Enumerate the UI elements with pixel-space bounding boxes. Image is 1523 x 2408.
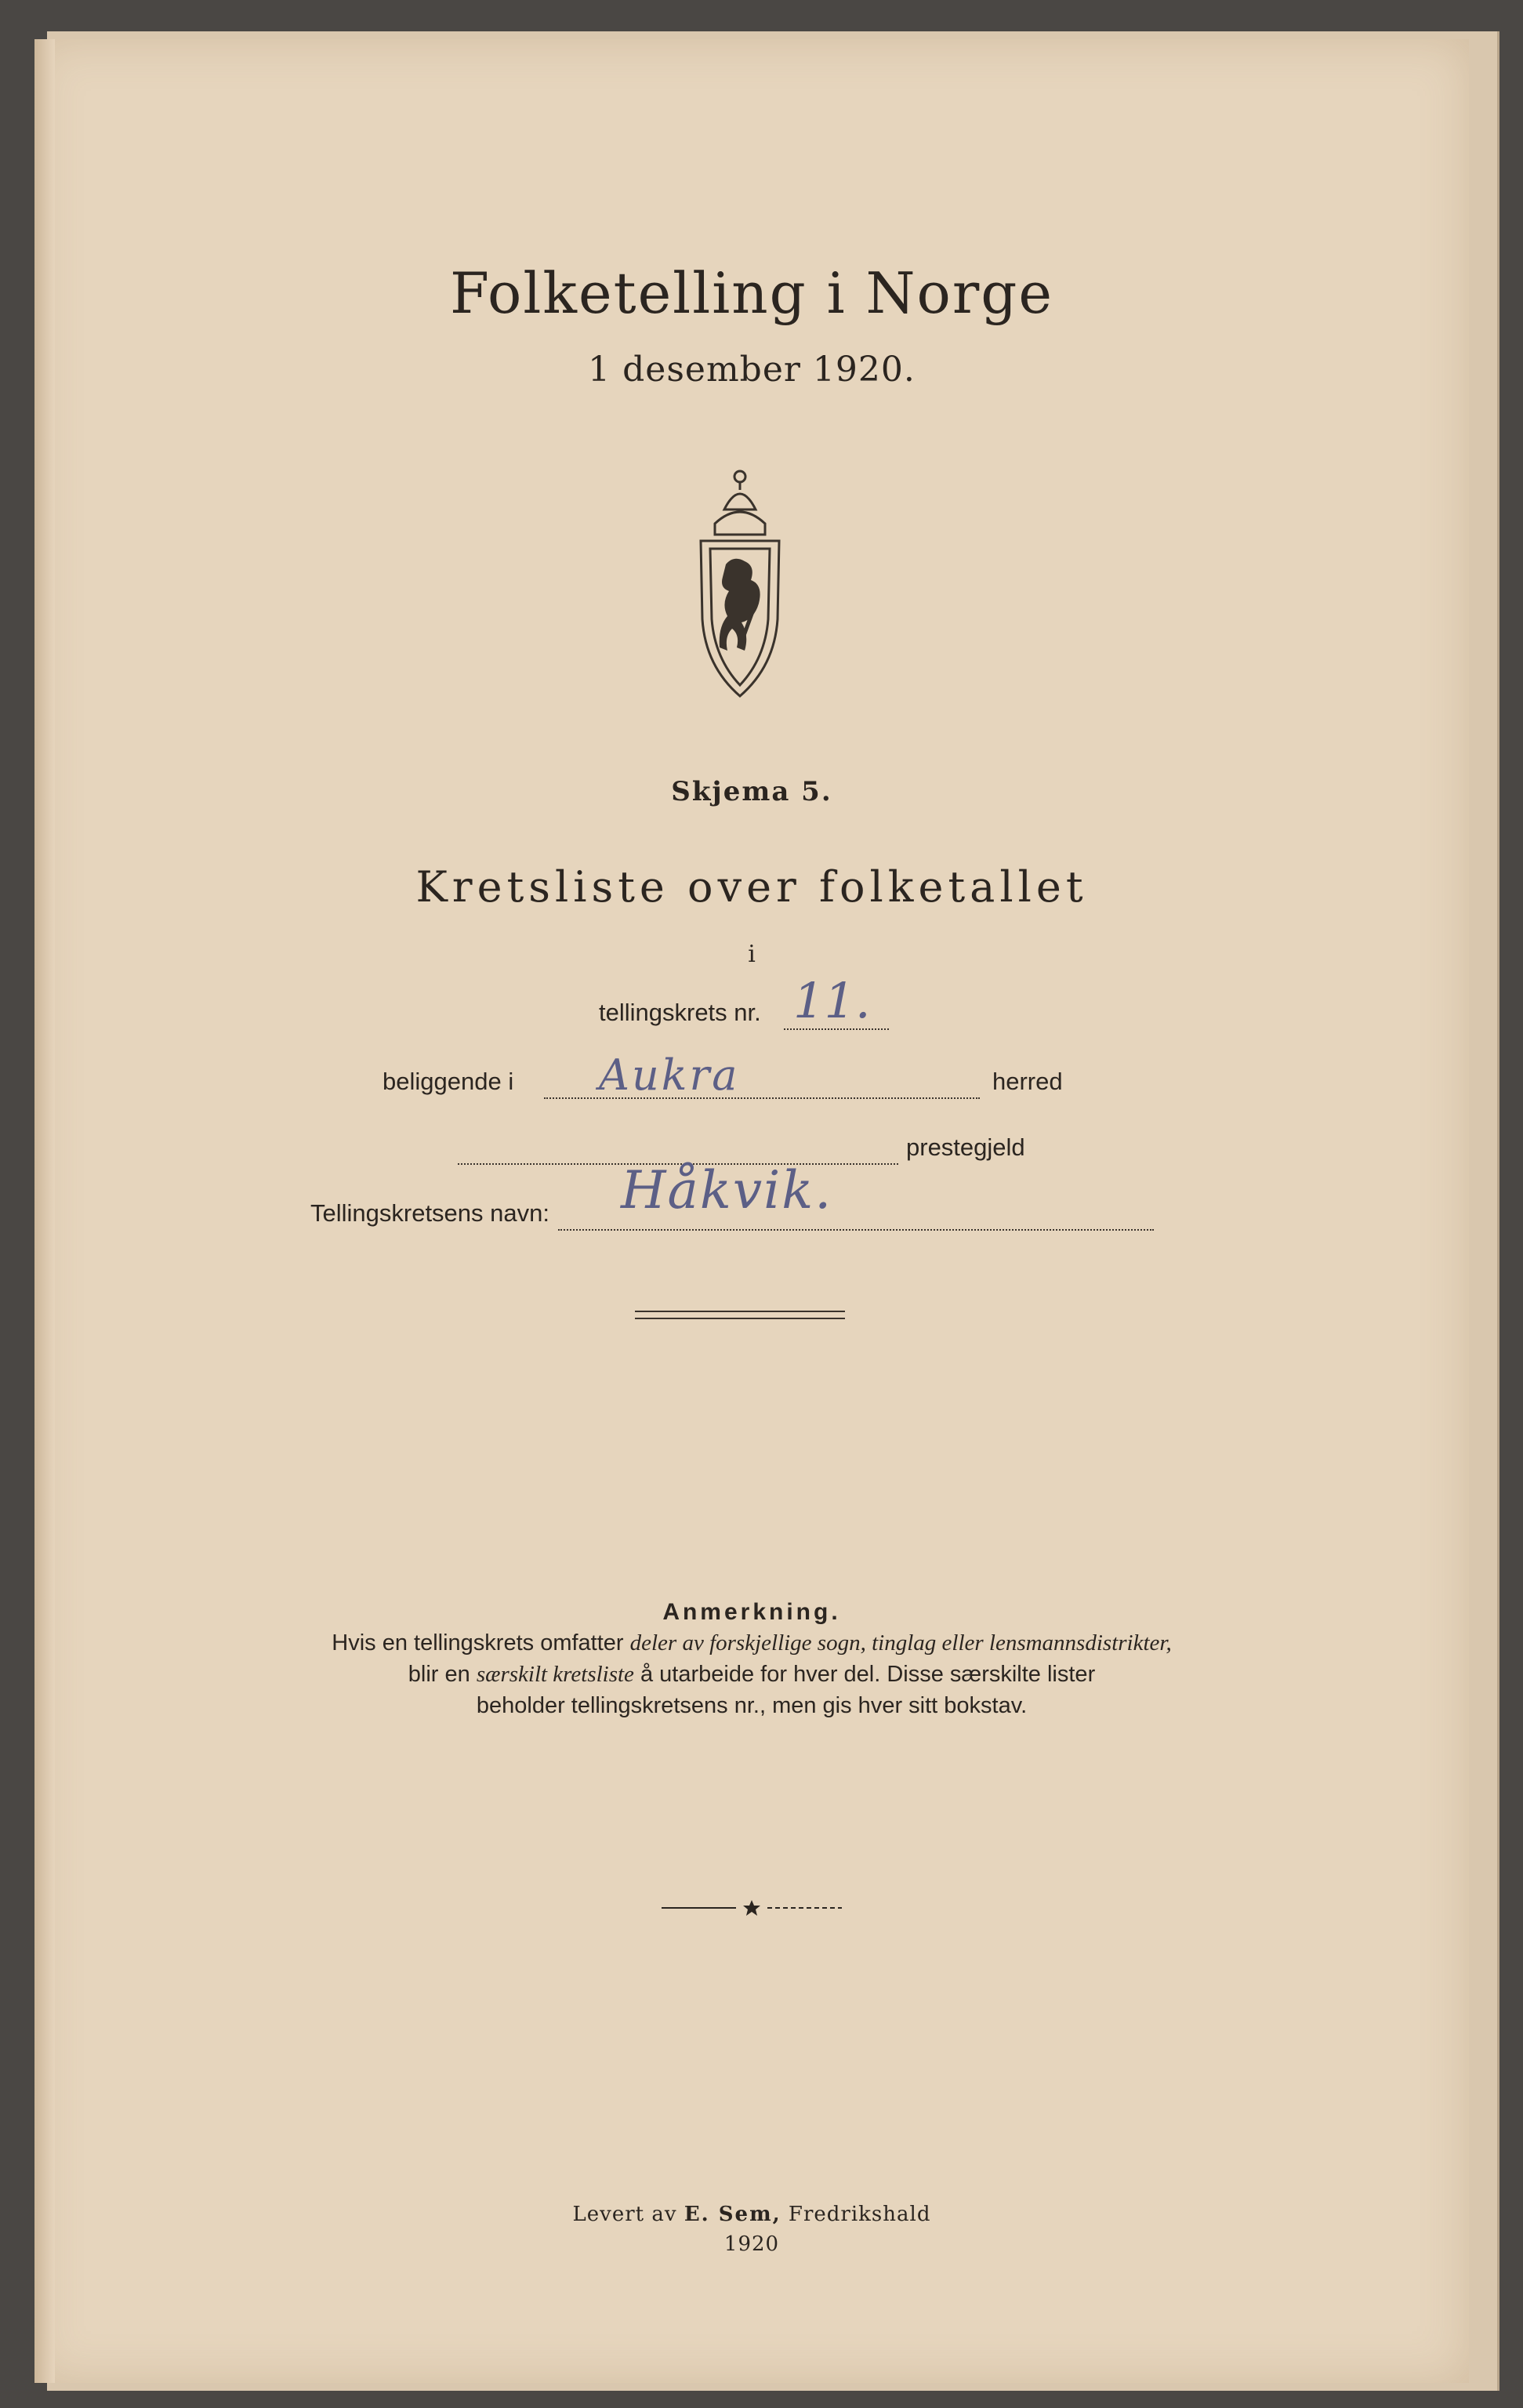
krets-name-label: Tellingskretsens navn:	[310, 1199, 549, 1227]
krets-number-label: tellingskrets nr.	[599, 999, 761, 1026]
list-title: Kretsliste over folketallet	[415, 862, 1088, 912]
herred-label: herred	[992, 1068, 1063, 1095]
printer-credit: Levert av E. Sem, Fredrikshald	[572, 2203, 931, 2226]
note-line-3: beholder tellingskretsens nr., men gis hver sitt bokstav.	[476, 1693, 1028, 1718]
census-form-page	[34, 39, 1469, 2383]
page-fold-shadow	[34, 39, 55, 2383]
note-line-1: Hvis en tellingskrets omfatter deler av forskjellige sogn, tinglag eller lensmannsdistrikter,	[332, 1630, 1172, 1656]
krets-number-value: 11.	[793, 972, 871, 1029]
form-title: Folketelling i Norge	[450, 260, 1053, 326]
double-rule-divider	[635, 1311, 845, 1319]
beliggende-label: beliggende i	[383, 1068, 514, 1095]
krets-name-value: Håkvik.	[621, 1160, 833, 1220]
preposition-i: i	[748, 941, 756, 968]
beliggende-value: Aukra	[599, 1050, 740, 1100]
note-heading: Anmerkning.	[662, 1599, 841, 1625]
ornament-divider-icon	[662, 1898, 842, 1917]
schema-number: Skjema 5.	[671, 776, 832, 807]
census-date: 1 desember 1920.	[588, 350, 916, 390]
krets-name-line	[558, 1229, 1154, 1231]
note-line-2: blir en særskilt kretsliste å utarbeide for hver del. Disse særskilte lister	[408, 1662, 1096, 1687]
norwegian-coat-of-arms-icon	[693, 462, 787, 705]
prestegjeld-label: prestegjeld	[906, 1133, 1025, 1161]
printer-year: 1920	[723, 2232, 780, 2256]
